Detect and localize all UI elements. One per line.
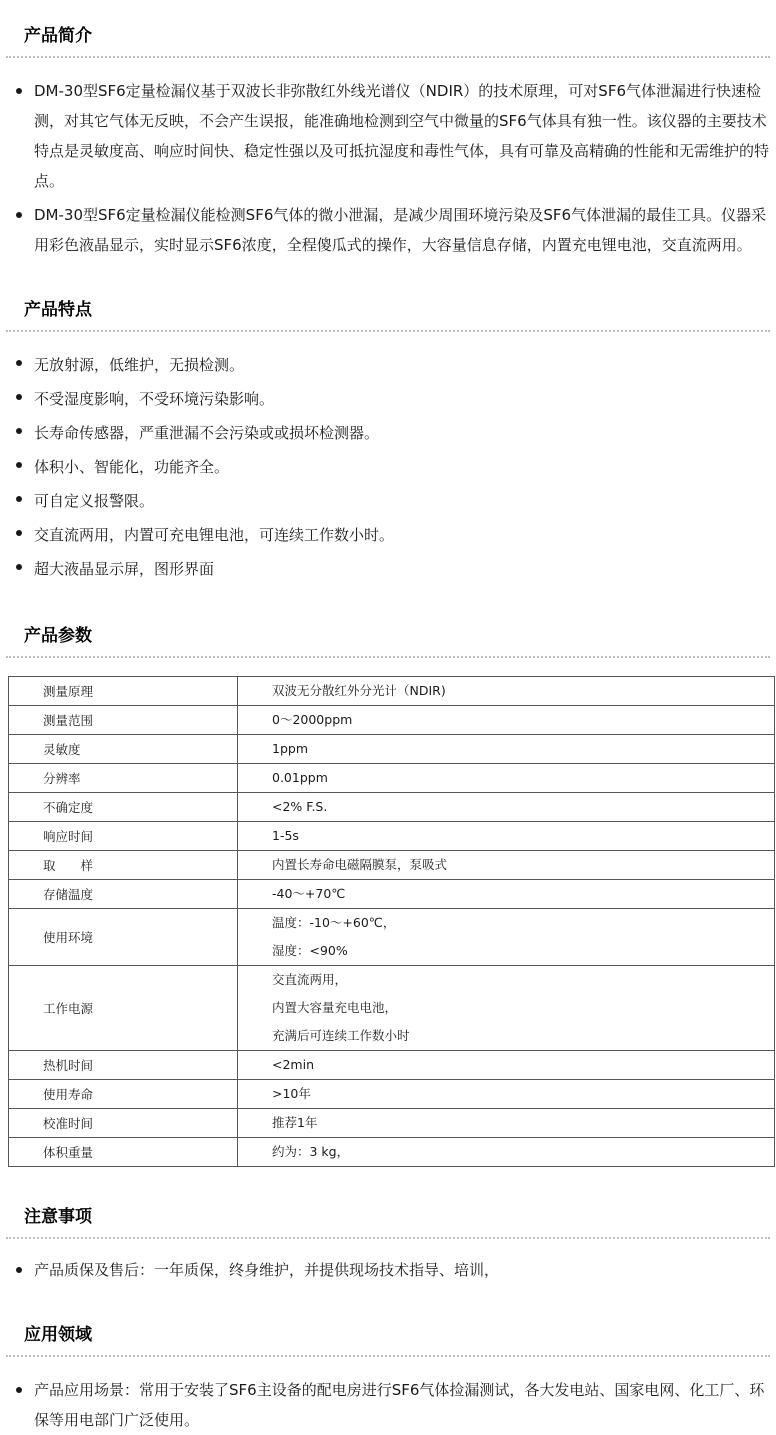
section-divider: [6, 56, 770, 58]
section-title: 产品简介: [24, 26, 92, 46]
param-value: 双波无分散红外分光计（NDIR): [238, 677, 775, 706]
section-header: [0, 1299, 776, 1349]
section-features: [0, 274, 776, 586]
param-value: -40～+70℃: [238, 880, 775, 909]
list-item: 产品质保及售后：一年质保，终身维护，并提供现场技术指导、培训，: [0, 1255, 776, 1285]
param-label: 体积重量: [9, 1138, 238, 1167]
list-item: 可自定义报警限。: [0, 484, 776, 518]
features-list: [0, 348, 776, 586]
param-label: 校准时间: [9, 1109, 238, 1138]
param-label: 取 样: [9, 851, 238, 880]
list-item: 产品应用场景：常用于安装了SF6主设备的配电房进行SF6气体捡漏测试，各大发电站、国家电网、化工厂、环保等用电部门广泛使用。: [0, 1375, 776, 1435]
param-value: <2min: [238, 1051, 775, 1080]
param-value: 交直流两用， 内置大容量充电电池， 充满后可连续工作数小时: [238, 966, 775, 1051]
param-value: >10年: [238, 1080, 775, 1109]
table-row: [9, 764, 775, 793]
param-value: 约为：3 kg，: [238, 1138, 775, 1167]
param-label: 测量范围: [9, 706, 238, 735]
table-row: [9, 793, 775, 822]
list-item: DM-30型SF6定量检漏仪基于双波长非弥散红外线光谱仪（NDIR）的技术原理，可对SF6气体泄漏进行快速检测，对其它气体无反映，不会产生误报，能准确地检测到空气中微量的SF6气体具有独一性。该仪器的主要技术特点是灵敏度高、响应时间快、稳定性强以及可抵抗湿度和毒性气体，具有可靠及高精确的性能和无需维护的特点。: [0, 76, 776, 196]
list-item: 体积小、智能化，功能齐全。: [0, 450, 776, 484]
list-item: DM-30型SF6定量检漏仪能检测SF6气体的微小泄漏，是减少周围环境污染及SF6气体泄漏的最佳工具。仪器采用彩色液晶显示，实时显示SF6浓度，全程傻瓜式的操作，大容量信息存储，内置充电锂电池，交直流两用。: [0, 200, 776, 260]
param-value: 0～2000ppm: [238, 706, 775, 735]
param-value: 0.01ppm: [238, 764, 775, 793]
param-label: 使用环境: [9, 909, 238, 966]
section-header: [0, 1181, 776, 1231]
notes-list: [0, 1255, 776, 1285]
intro-list: [0, 76, 776, 260]
param-value: 1-5s: [238, 822, 775, 851]
section-divider: [6, 656, 770, 658]
table-row: [9, 1051, 775, 1080]
section-divider: [6, 1355, 770, 1357]
param-label: 响应时间: [9, 822, 238, 851]
applications-list: [0, 1375, 776, 1435]
list-item: 长寿命传感器，严重泄漏不会污染或或损坏检测器。: [0, 416, 776, 450]
section-title: 产品特点: [24, 300, 92, 320]
param-label: 测量原理: [9, 677, 238, 706]
param-label: 灵敏度: [9, 735, 238, 764]
params-table: [8, 676, 775, 1167]
param-label: 存储温度: [9, 880, 238, 909]
param-value: 温度：-10～+60℃， 湿度：<90%: [238, 909, 775, 966]
param-value: 内置长寿命电磁隔膜泵，泵吸式: [238, 851, 775, 880]
table-row: [9, 735, 775, 764]
table-row: [9, 706, 775, 735]
table-row: [9, 677, 775, 706]
param-label: 分辨率: [9, 764, 238, 793]
section-header: [0, 600, 776, 650]
list-item: 超大液晶显示屏，图形界面: [0, 552, 776, 586]
table-row: [9, 966, 775, 1051]
param-label: 热机时间: [9, 1051, 238, 1080]
param-label: 不确定度: [9, 793, 238, 822]
table-row: [9, 1109, 775, 1138]
section-applications: [0, 1299, 776, 1435]
section-header: [0, 274, 776, 324]
table-row: [9, 880, 775, 909]
section-intro: [0, 0, 776, 260]
section-divider: [6, 1237, 770, 1239]
param-value: 推荐1年: [238, 1109, 775, 1138]
table-row: [9, 851, 775, 880]
list-item: 不受湿度影响，不受环境污染影响。: [0, 382, 776, 416]
table-row: [9, 909, 775, 966]
table-row: [9, 1138, 775, 1167]
table-row: [9, 822, 775, 851]
section-title: 产品参数: [24, 626, 92, 646]
param-value: <2% F.S.: [238, 793, 775, 822]
section-title: 注意事项: [24, 1207, 92, 1227]
section-notes: [0, 1181, 776, 1285]
table-row: [9, 1080, 775, 1109]
section-params: [0, 600, 776, 1167]
param-label: 使用寿命: [9, 1080, 238, 1109]
param-label: 工作电源: [9, 966, 238, 1051]
section-title: 应用领域: [24, 1325, 92, 1345]
param-value: 1ppm: [238, 735, 775, 764]
list-item: 交直流两用，内置可充电锂电池，可连续工作数小时。: [0, 518, 776, 552]
section-header: [0, 0, 776, 50]
section-divider: [6, 330, 770, 332]
list-item: 无放射源，低维护，无损检测。: [0, 348, 776, 382]
